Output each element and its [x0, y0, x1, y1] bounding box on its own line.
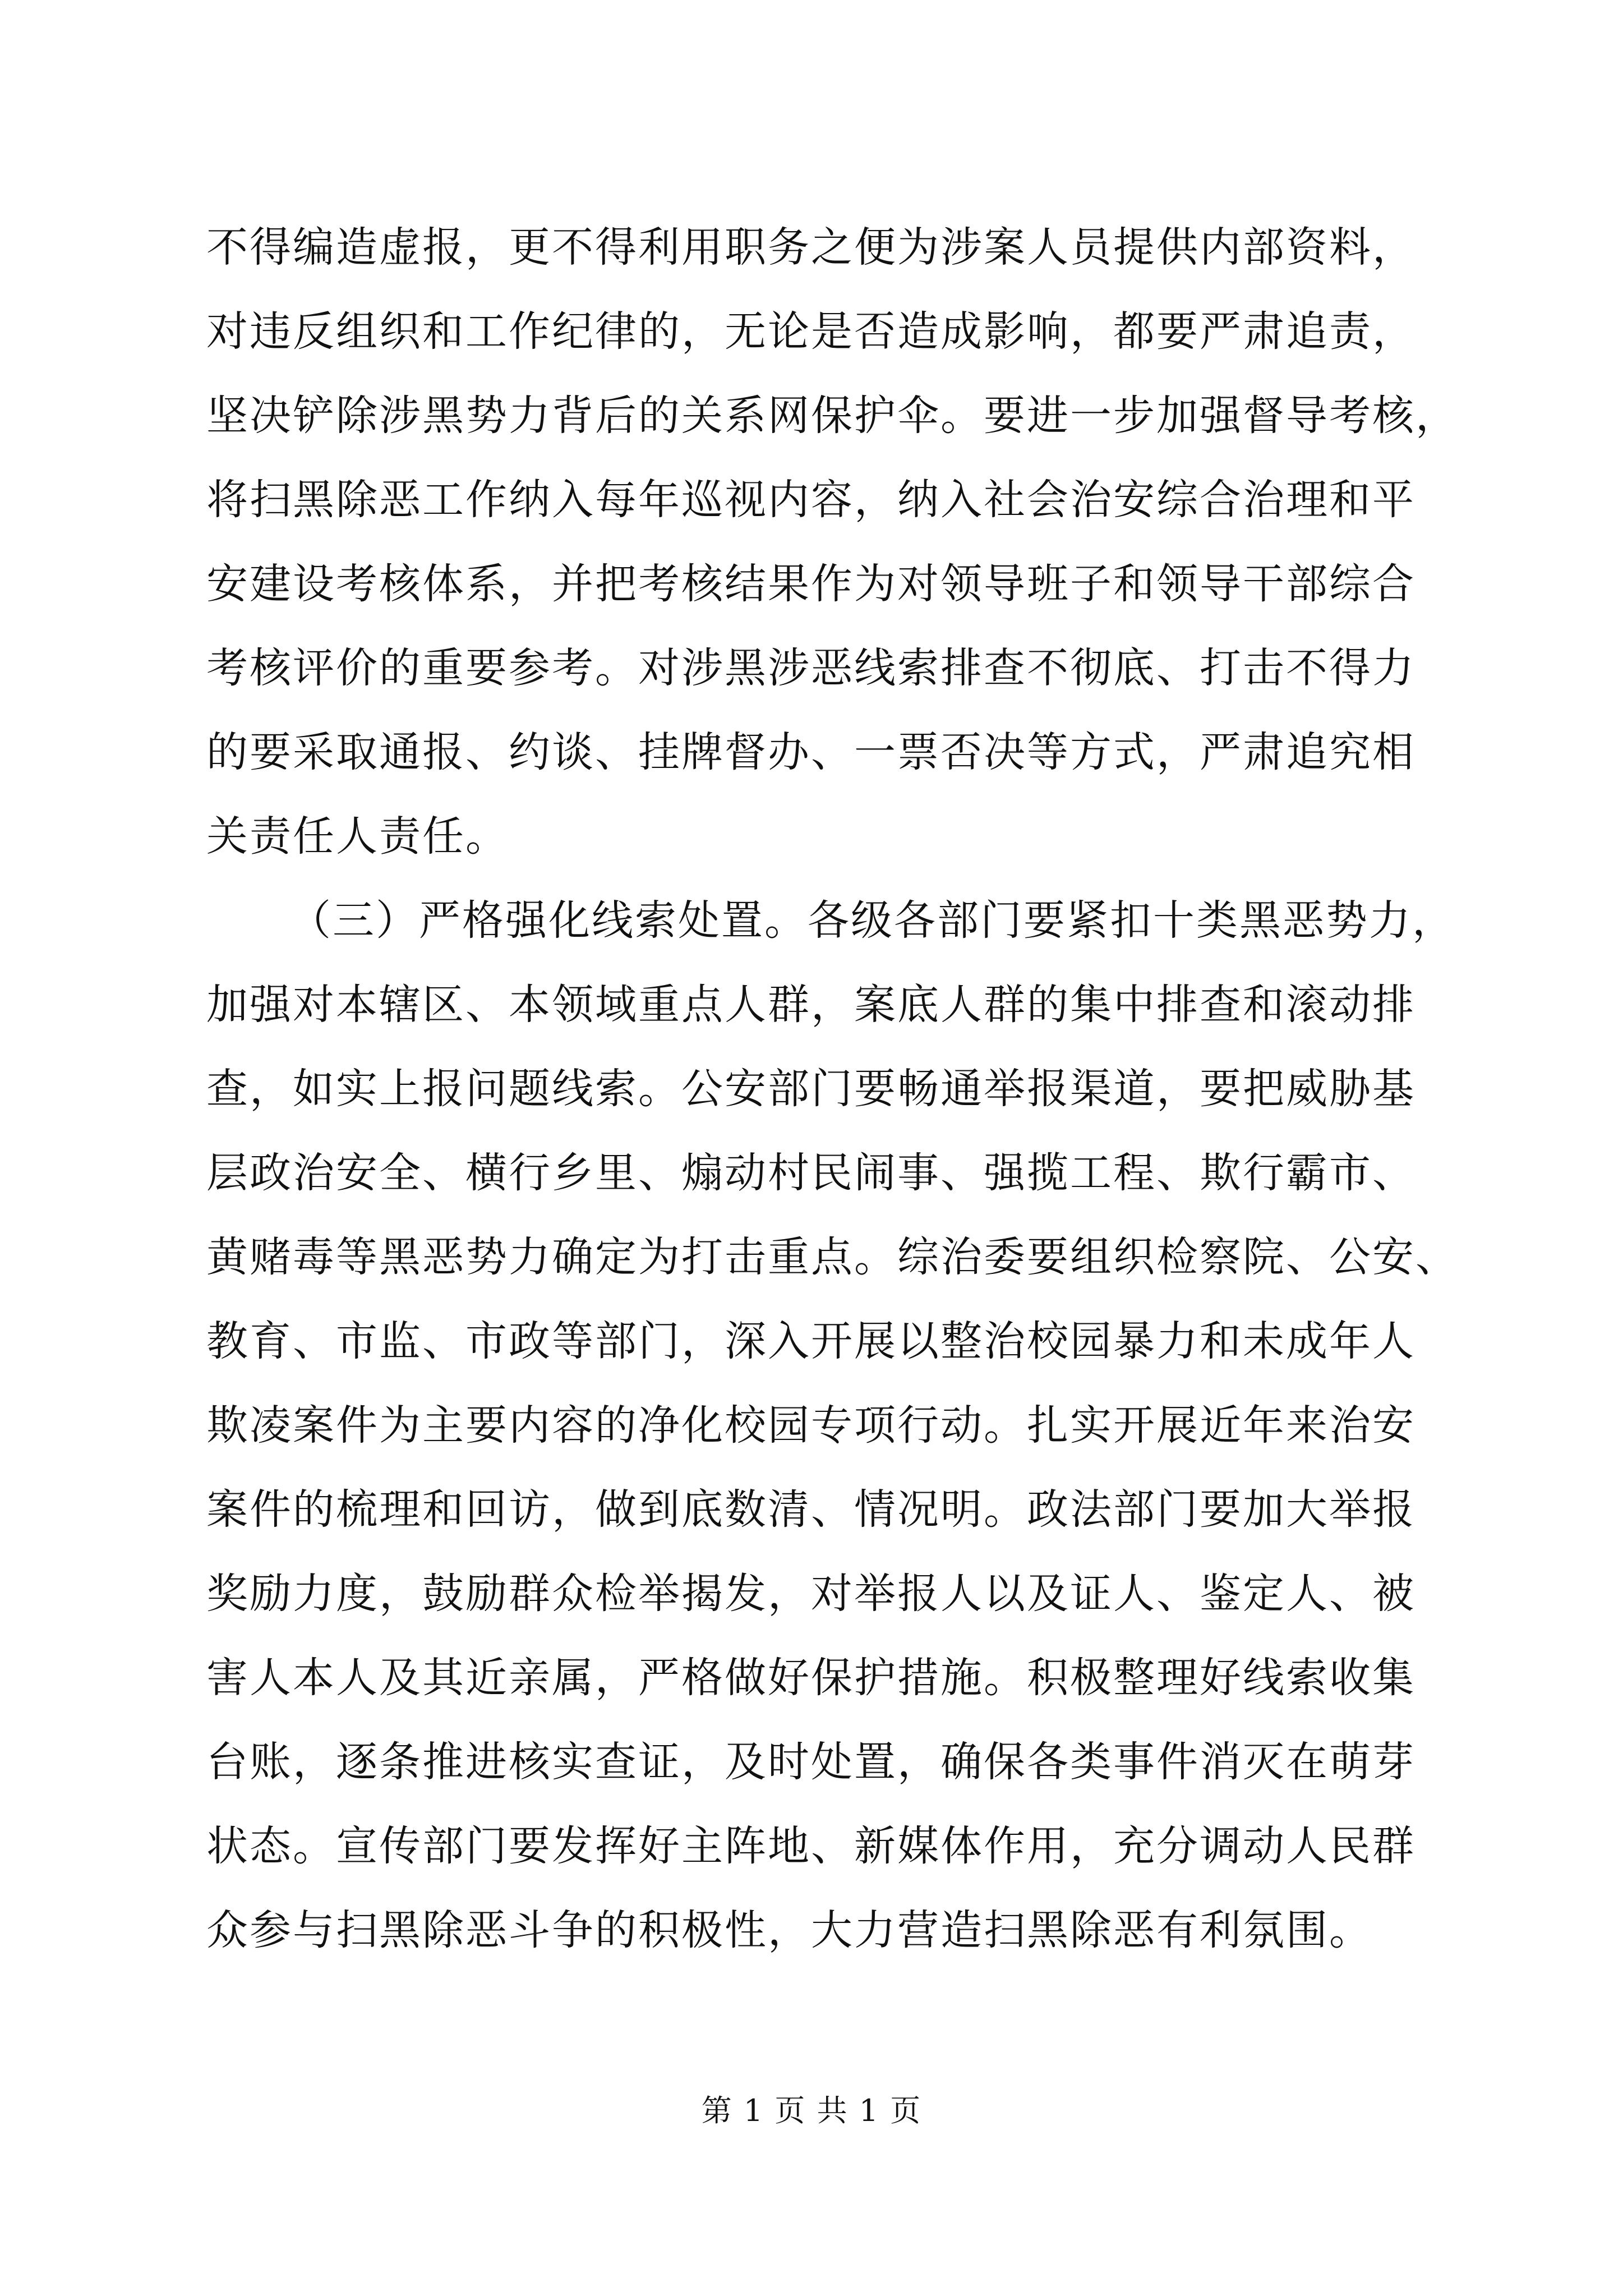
paragraph-line: 将扫黑除恶工作纳入每年巡视内容，纳入社会治安综合治理和平 — [206, 476, 1415, 524]
paragraph-line: 欺凌案件为主要内容的净化校园专项行动。扎实开展近年来治安 — [206, 1401, 1415, 1450]
document-body — [206, 222, 1468, 1989]
paragraph-line: 台账，逐条推进核实查证，及时处置，确保各类事件消灭在萌芽 — [206, 1738, 1415, 1786]
paragraph-line: 层政治安全、横行乡里、煽动村民闹事、强揽工程、欺行霸市、 — [206, 1149, 1415, 1197]
paragraph-line: 黄赌毒等黑恶势力确定为打击重点。综治委要组织检察院、公安、 — [206, 1233, 1459, 1281]
paragraph-line: 关责任人责任。 — [206, 812, 509, 861]
page-number-footer: 第 1 页 共 1 页 — [701, 2093, 922, 2128]
paragraph-line: 众参与扫黑除恶斗争的积极性，大力营造扫黑除恶有利氛围。 — [206, 1906, 1372, 1954]
paragraph-line: 教育、市监、市政等部门，深入开展以整治校园暴力和未成年人 — [206, 1317, 1415, 1365]
paragraph-line: 考核评价的重要参考。对涉黑涉恶线索排查不彻底、打击不得力 — [206, 644, 1415, 692]
paragraph-line: 状态。宣传部门要发挥好主阵地、新媒体作用，充分调动人民群 — [206, 1822, 1415, 1870]
paragraph-line: 坚决铲除涉黑势力背后的关系网保护伞。要进一步加强督导考核， — [206, 392, 1459, 440]
paragraph-line: 不得编造虚报，更不得利用职务之便为涉案人员提供内部资料， — [206, 223, 1415, 272]
paragraph-line: 对违反组织和工作纪律的，无论是否造成影响，都要严肃追责， — [206, 307, 1415, 356]
paragraph-line: 安建设考核体系，并把考核结果作为对领导班子和领导干部综合 — [206, 560, 1415, 608]
paragraph-line: 的要采取通报、约谈、挂牌督办、一票否决等方式，严肃追究相 — [206, 728, 1415, 776]
paragraph-line: 害人本人及其近亲属，严格做好保护措施。积极整理好线索收集 — [206, 1654, 1415, 1702]
paragraph-line: 查，如实上报问题线索。公安部门要畅通举报渠道，要把威胁基 — [206, 1065, 1415, 1113]
paragraph-line: 奖励力度，鼓励群众检举揭发，对举报人以及证人、鉴定人、被 — [206, 1570, 1415, 1618]
section-heading-line: （三）严格强化线索处置。各级各部门要紧扣十类黑恶势力， — [289, 896, 1455, 945]
paragraph-line: 加强对本辖区、本领域重点人群，案底人群的集中排查和滚动排 — [206, 981, 1415, 1029]
paragraph-line: 案件的梳理和回访，做到底数清、情况明。政法部门要加大举报 — [206, 1485, 1415, 1534]
